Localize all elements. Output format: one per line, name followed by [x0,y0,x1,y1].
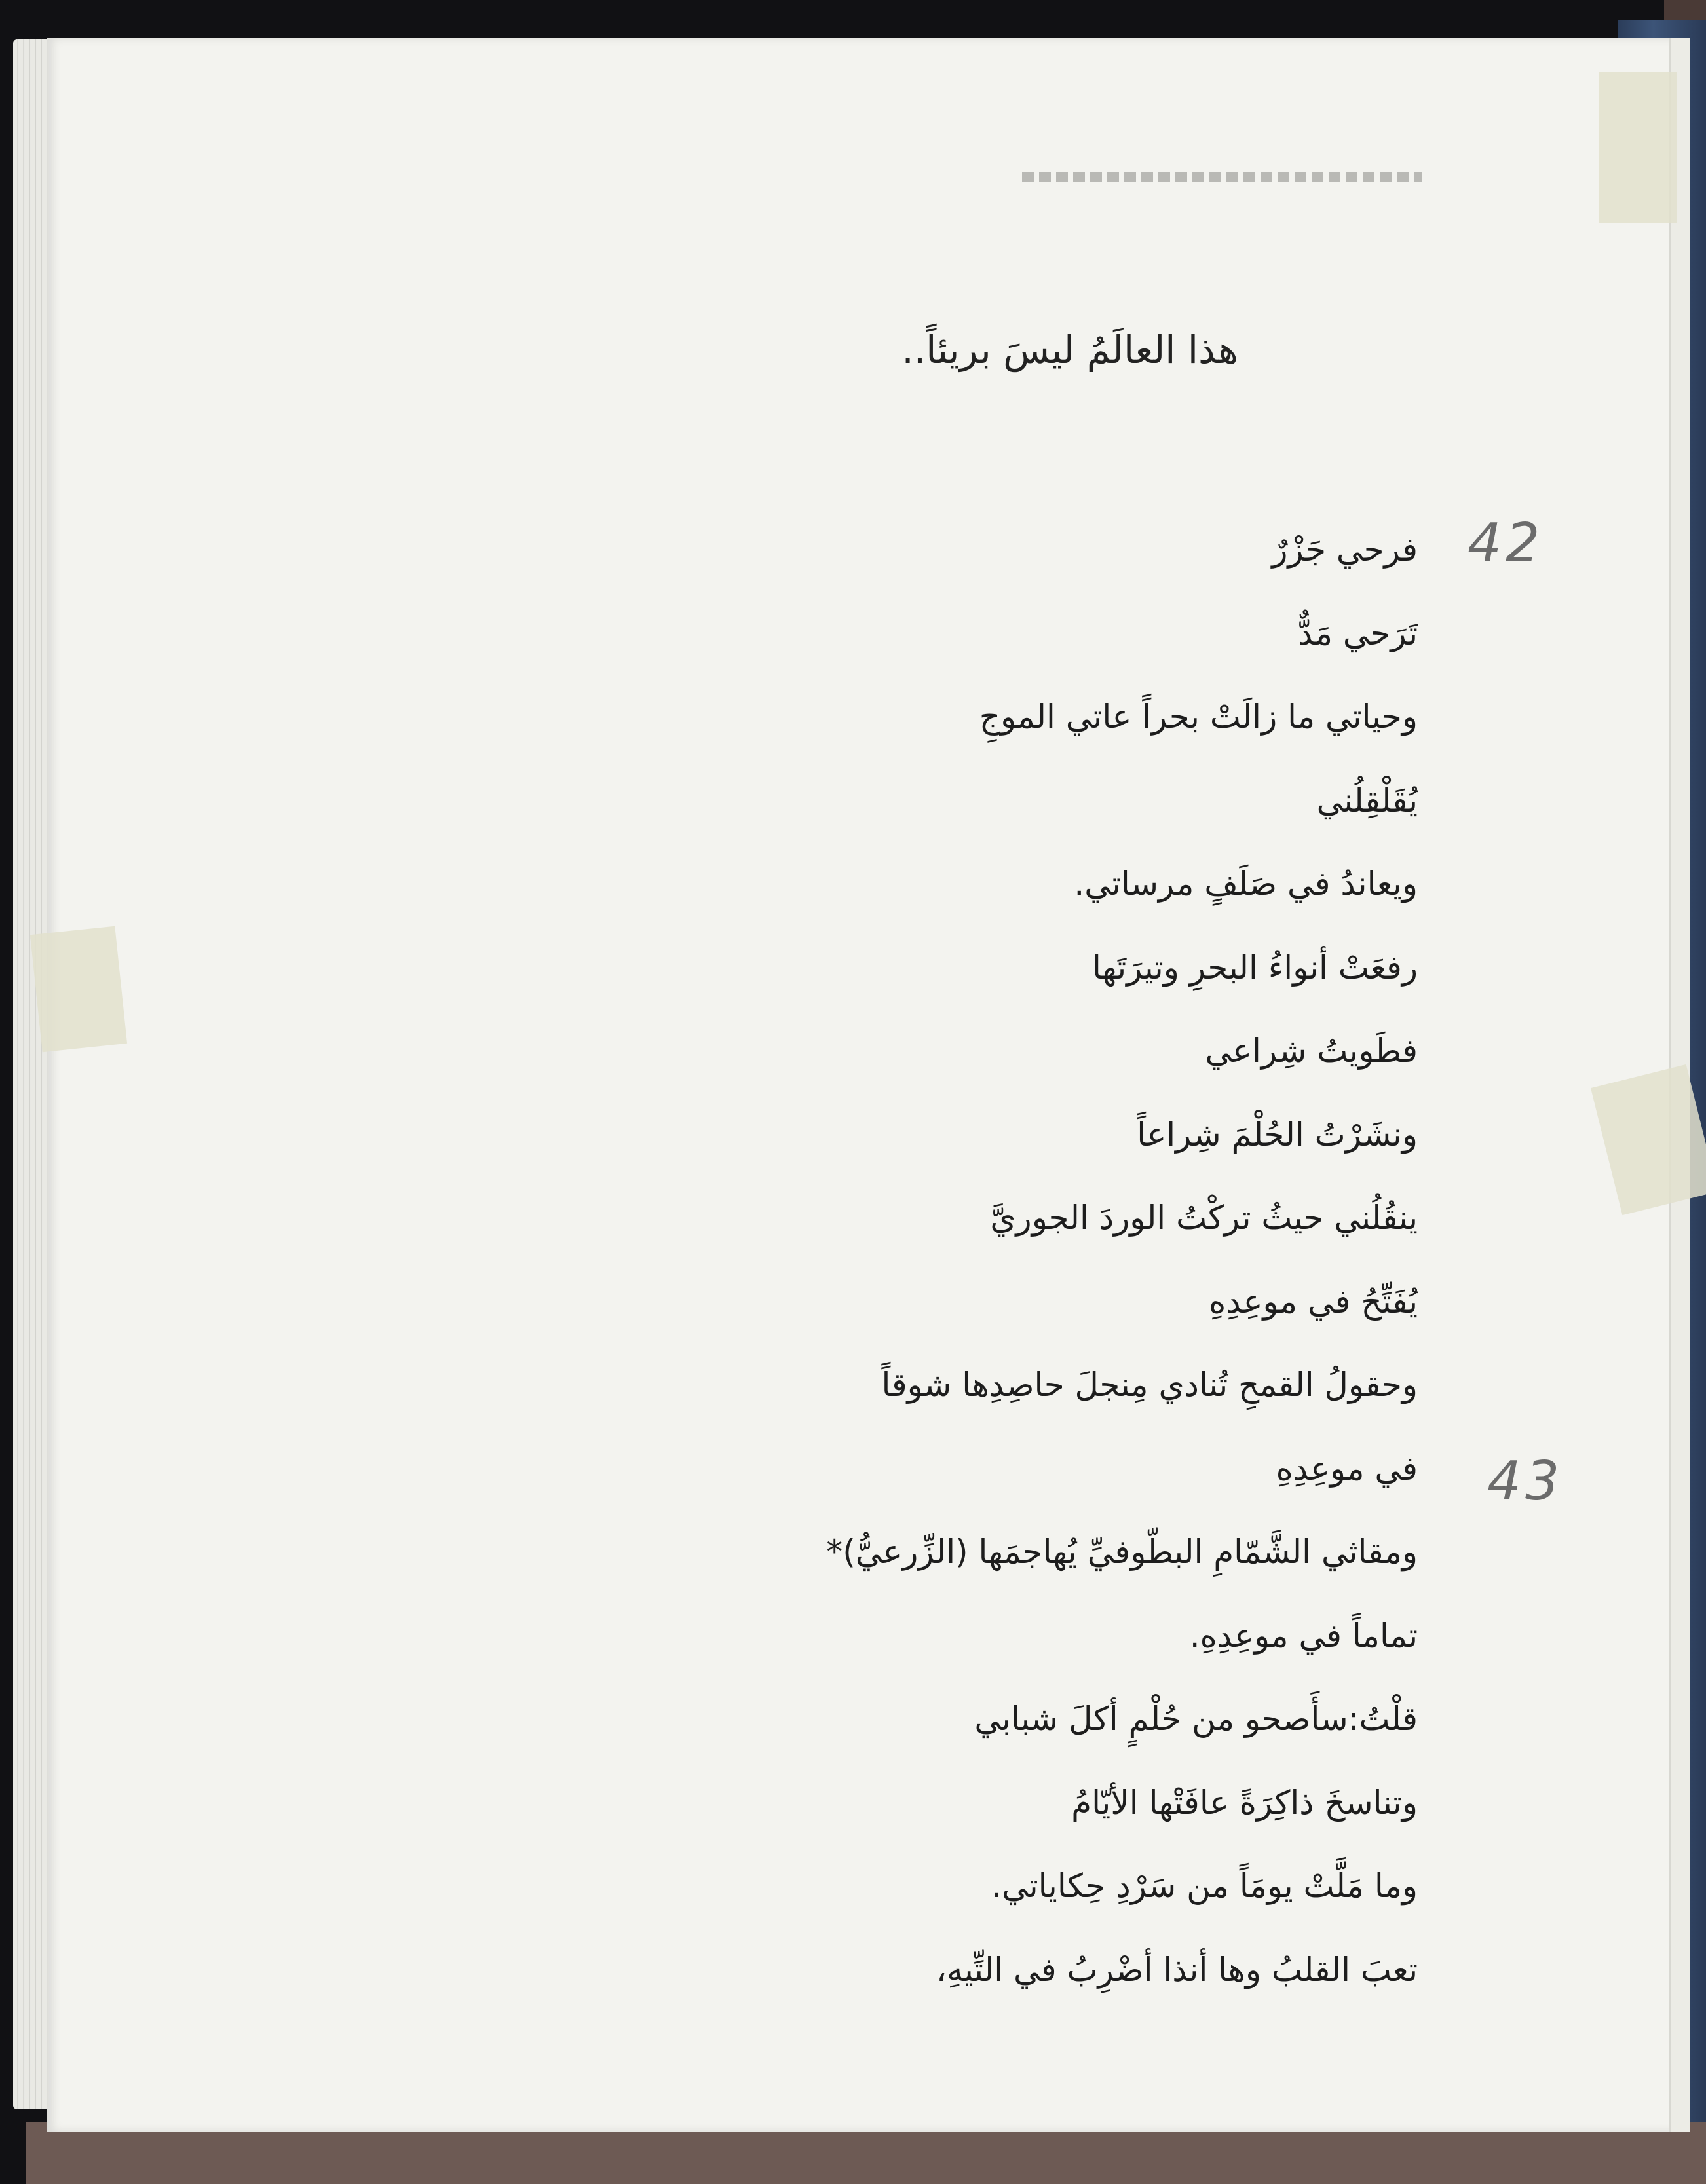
poem-line: ونشَرْتُ الحُلْمَ شِراعاً [1137,1115,1418,1154]
poem-line: في موعِدِهِ [1276,1449,1418,1488]
poem-line: وما مَلَّتْ يومَاً من سَرْدِ حِكاياتي. [991,1867,1418,1905]
poem-line: قلْتُ:سأَصحو من حُلْمٍ أكلَ شبابي [974,1700,1418,1738]
poem-line: وتناسخَ ذاكِرَةً عافَتْها الأيّامُ [1071,1783,1418,1822]
poem-line: فطَويتُ شِراعي [1205,1032,1418,1070]
poem-line: يُقَلْقِلُني [1316,781,1418,819]
poem-line: ويعاندُ في صَلَفٍ مرساتي. [1074,865,1418,903]
book-cover-bottom [26,2122,1706,2184]
tape-mark [30,926,127,1053]
poem-line: فرحي جَزْرٌ [1272,531,1418,569]
poem-line: وحقولُ القمحِ تُنادي مِنجلَ حاصِدِها شوقاً [881,1366,1418,1404]
poem-line: تعبَ القلبُ وها أنذا أضْرِبُ في التِّيهِ، [936,1950,1418,1989]
poem-line: تَرَحي مَدٌّ [1297,614,1418,652]
poem-line: وحياتي ما زالَتْ بحراً عاتي الموجِ [979,698,1418,736]
margin-page-number: 42 [1468,512,1544,574]
poem-body [826,520,1418,2024]
poem-title: هذا العالَمُ ليسَ بريئاً.. [901,328,1238,372]
poem-line: ينقُلُني حيثُ تركْتُ الوردَ الجوريَّ [990,1199,1418,1237]
poem-line: تماماً في موعِدِهِ. [1189,1616,1418,1655]
poem-line: ومقاثي الشَّمّامِ البطّوفيِّ يُهاجمَها (الزِّرعيُّ)* [826,1533,1418,1571]
poem-line: يُفَتِّحُ في موعِدِهِ [1209,1282,1418,1321]
faint-header-mark [1022,172,1422,182]
poem-line: رفعَتْ أنواءُ البحرِ وتيرَتَها [1092,948,1418,987]
tape-mark [1599,72,1677,223]
margin-page-number: 43 [1487,1450,1564,1513]
